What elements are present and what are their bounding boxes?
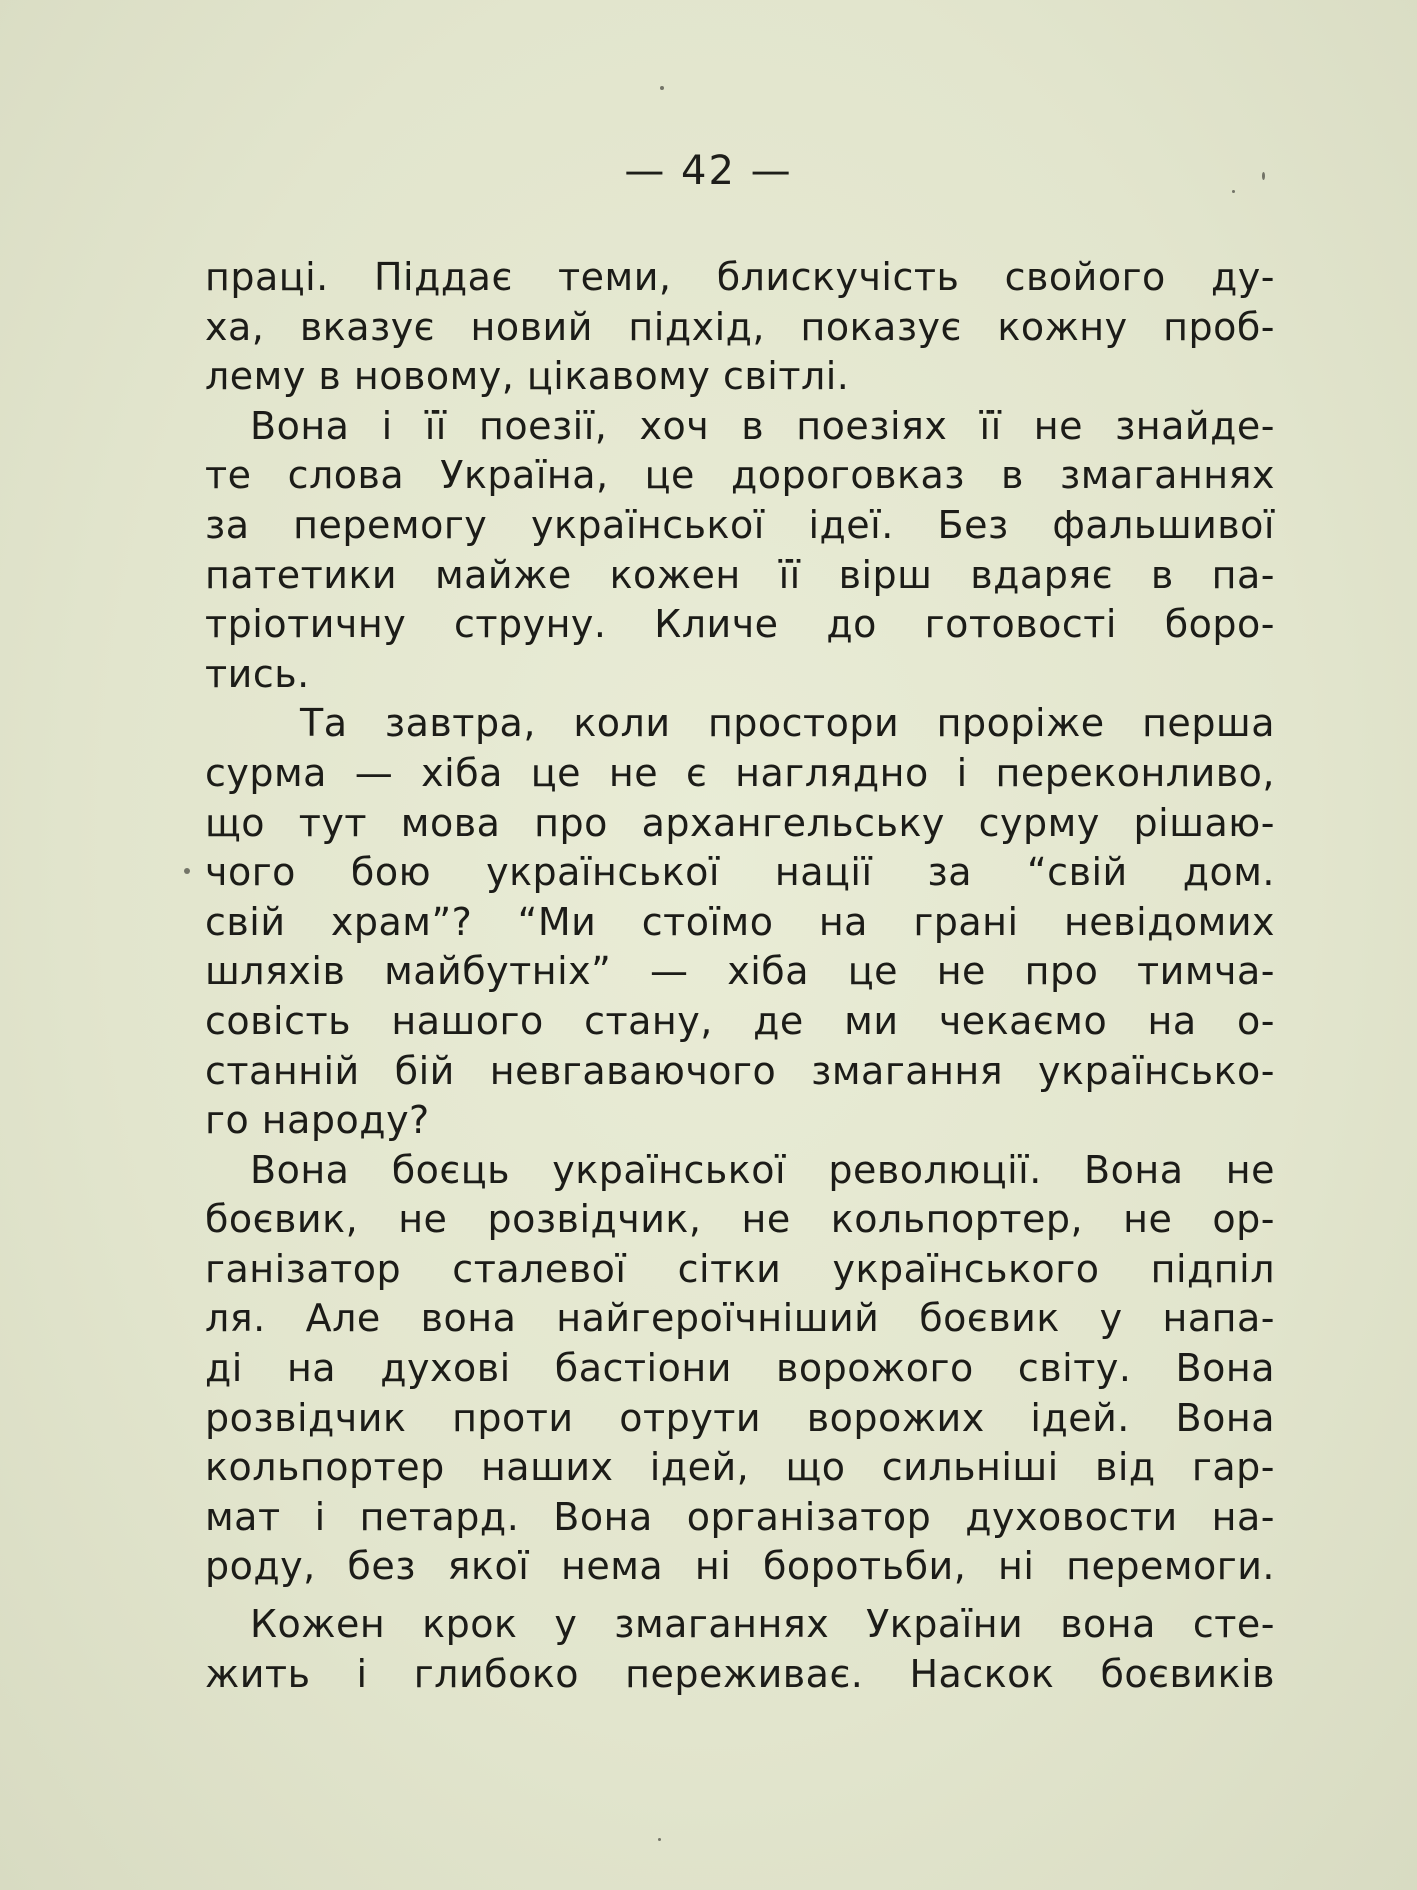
text-line: розвідчик проти отрути ворожих ідей. Вона bbox=[205, 1395, 1275, 1440]
paragraph bbox=[205, 402, 1275, 700]
text-line: праці. Піддає теми, блискучість свойого ду- bbox=[205, 255, 1275, 299]
text-line: ганізатор сталевої сітки українського підпіл bbox=[205, 1246, 1275, 1291]
text-line: тись. bbox=[205, 651, 310, 696]
text-line: ха, вказує новий підхід, показує кожну проб- bbox=[205, 304, 1275, 349]
paper-speck bbox=[1232, 190, 1235, 193]
text-line: ля. Але вона найгероїчніший боєвик у напа- bbox=[205, 1296, 1275, 1341]
text-line: станній бій невгаваючого змагання українсько- bbox=[205, 1048, 1275, 1093]
text-line: боєвик, не розвідчик, не кольпортер, не ор- bbox=[205, 1197, 1275, 1242]
text-line: кольпортер наших ідей, що сильніші від гар- bbox=[205, 1445, 1275, 1490]
page-number: — 42 — bbox=[624, 148, 793, 194]
paragraph bbox=[205, 1600, 1275, 1699]
text-line: Вона боєць української революції. Вона не bbox=[250, 1147, 1275, 1192]
paragraph bbox=[205, 699, 1275, 1145]
text-line: тріотичну струну. Кличе до готовості боро- bbox=[205, 602, 1275, 647]
text-line: Кожен крок у змаганнях України вона сте- bbox=[250, 1602, 1275, 1647]
text-line: Вона і її поезії, хоч в поезіях її не знайде- bbox=[250, 403, 1275, 448]
paper-speck bbox=[658, 1838, 661, 1841]
text-line: патетики майже кожен її вірш вдаряє в па- bbox=[205, 552, 1275, 597]
paragraph bbox=[205, 253, 1275, 402]
text-line: що тут мова про архангельську сурму рішаю- bbox=[205, 800, 1275, 845]
paper-speck bbox=[184, 868, 190, 874]
text-line: чого бою української нації за “свій дом. bbox=[205, 850, 1275, 895]
text-line: ді на духові бастіони ворожого світу. Вона bbox=[205, 1346, 1275, 1391]
text-line: жить і глибоко переживає. Наскок боєвиків bbox=[205, 1651, 1275, 1696]
text-line: лему в новому, цікавому світлі. bbox=[205, 354, 850, 399]
text-line: свій храм”? “Ми стоїмо на грані невідомих bbox=[205, 899, 1275, 944]
text-line: го народу? bbox=[205, 1098, 430, 1143]
paragraph bbox=[205, 1146, 1275, 1592]
text-line: сурма — хіба це не є наглядно і переконливо, bbox=[205, 750, 1275, 795]
text-line: Та завтра, коли простори проріже перша bbox=[300, 701, 1275, 746]
text-line: шляхів майбутніх” — хіба це не про тимча- bbox=[205, 949, 1275, 994]
paper-speck bbox=[660, 86, 664, 90]
text-line: те слова Україна, це дороговказ в змаганнях bbox=[205, 453, 1275, 498]
text-line: мат і петард. Вона організатор духовости на- bbox=[205, 1494, 1275, 1539]
paper-speck bbox=[1262, 172, 1265, 180]
text-line: совість нашого стану, де ми чекаємо на о- bbox=[205, 998, 1275, 1043]
body-text bbox=[205, 253, 1275, 1699]
text-line: за перемогу української ідеї. Без фальшивої bbox=[205, 502, 1275, 547]
text-line: роду, без якої нема ні боротьби, ні перемоги. bbox=[205, 1544, 1275, 1589]
